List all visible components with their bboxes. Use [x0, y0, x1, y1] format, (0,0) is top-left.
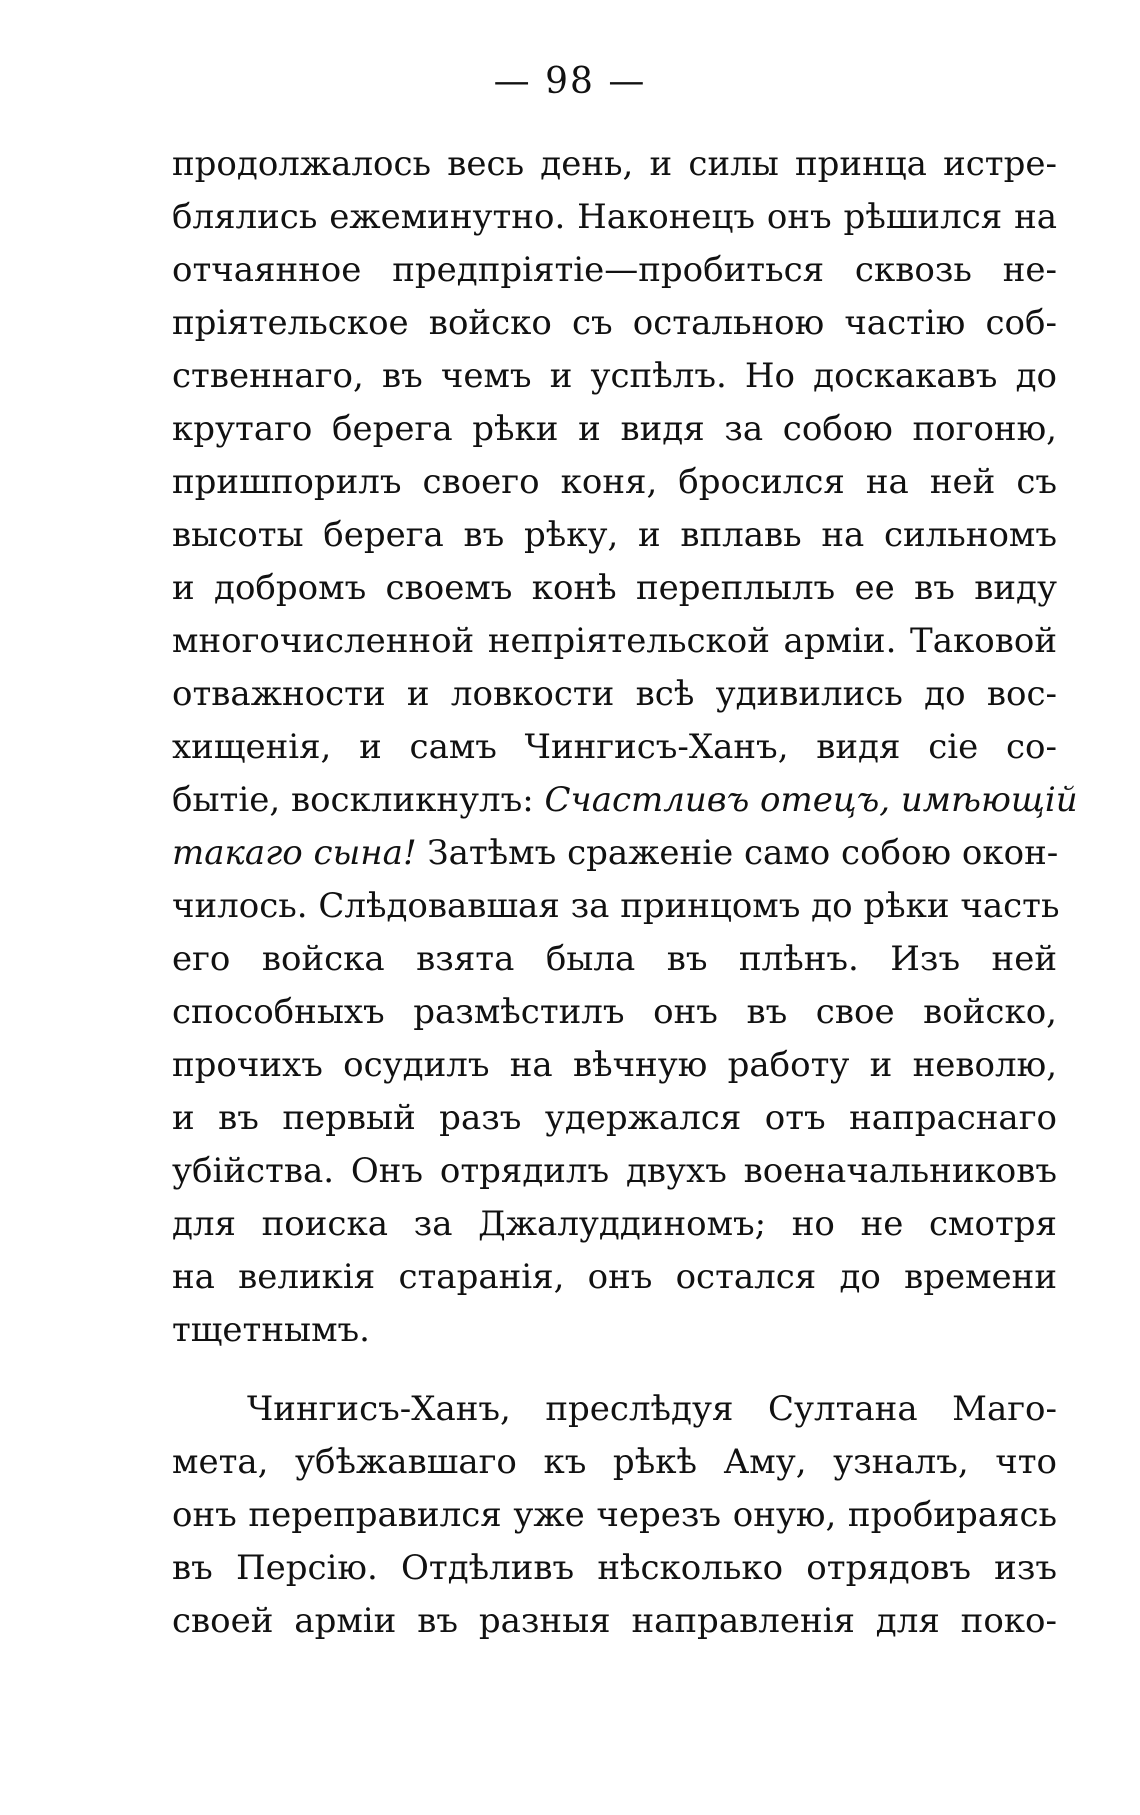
text-line: ственнаго, въ чемъ и успѣлъ. Но доскакавъ до: [172, 356, 1057, 396]
text-line: отважности и ловкости всѣ удивились до вос-: [172, 674, 1057, 714]
text-line: высоты берега въ рѣку, и вплавь на сильномъ: [172, 515, 1057, 555]
text-line: и въ первый разъ удержался отъ напраснаго: [172, 1098, 1057, 1138]
text-line: его войска взята была въ плѣнъ. Изъ ней: [172, 939, 1057, 979]
text-line: и добромъ своемъ конѣ переплылъ ее въ виду: [172, 568, 1057, 608]
text-line: на великія старанія, онъ остался до времени: [172, 1257, 1057, 1297]
text-line: [172, 774, 1078, 827]
text-line: крутаго берега рѣки и видя за собою погоню,: [172, 409, 1057, 449]
text-line: способныхъ размѣстилъ онъ въ свое войско,: [172, 992, 1057, 1032]
text-line: въ Персію. Отдѣливъ нѣсколько отрядовъ изъ: [172, 1548, 1057, 1588]
text-body: [172, 138, 1078, 1648]
text-line: отчаянное предпріятіе—пробиться сквозь не-: [172, 250, 1057, 290]
text-line: убійства. Онъ отрядилъ двухъ военачальниковъ: [172, 1151, 1057, 1191]
text-line: пришпорилъ своего коня, бросился на ней съ: [172, 462, 1057, 502]
text-line: хищенія, и самъ Чингисъ-Ханъ, видя сіе со-: [172, 727, 1057, 767]
text-line: многочисленной непріятельской арміи. Таковой: [172, 621, 1057, 661]
paragraph-gap: [172, 1357, 1057, 1383]
text-line: чилось. Слѣдовавшая за принцомъ до рѣки часть: [172, 886, 1060, 926]
text-line: продолжалось весь день, и силы принца истре-: [172, 144, 1057, 184]
text-run: бытіе, воскликнулъ:: [172, 780, 545, 820]
italic-quote: такаго сына!: [172, 833, 417, 873]
paragraph-1: [172, 138, 1078, 1357]
text-line: мета, убѣжавшаго къ рѣкѣ Аму, узналъ, что: [172, 1442, 1057, 1482]
page-number: — 98 —: [493, 61, 647, 102]
italic-quote: Счастливъ отецъ, имѣющій: [544, 780, 1078, 820]
text-line: [172, 827, 1057, 880]
text-line: для поиска за Джалуддиномъ; но не смотря: [172, 1204, 1057, 1244]
text-run: Затѣмъ сраженіе само собою окон-: [416, 833, 1059, 873]
text-line: блялись ежеминутно. Наконецъ онъ рѣшился на: [172, 197, 1057, 237]
text-line: своей арміи въ разныя направленія для поко-: [172, 1601, 1057, 1641]
text-line: Чингисъ-Ханъ, преслѣдуя Султана Маго-: [247, 1389, 1057, 1429]
text-line: пріятельское войско съ остальною частію соб-: [172, 303, 1057, 343]
text-line: прочихъ осудилъ на вѣчную работу и неволю,: [172, 1045, 1057, 1085]
text-line: тщетнымъ.: [172, 1310, 370, 1350]
paragraph-2: [172, 1383, 1057, 1648]
text-line: онъ переправился уже черезъ оную, пробираясь: [172, 1495, 1057, 1535]
